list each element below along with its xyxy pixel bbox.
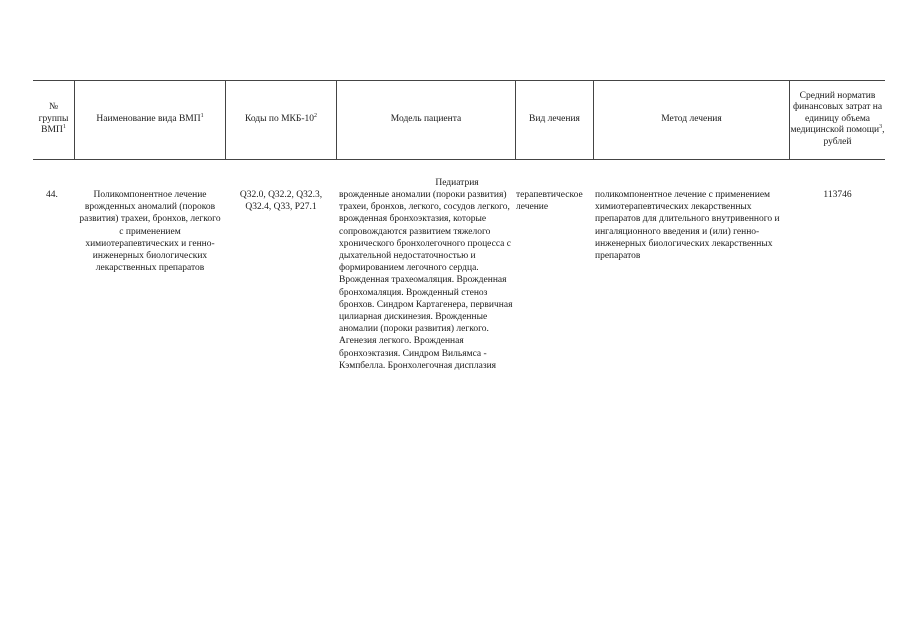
cell-icd-codes: Q32.0, Q32.2, Q32.3, Q32.4, Q33, P27.1 xyxy=(239,190,323,213)
cell-treatment-type: терапевтическое лечение xyxy=(516,190,583,213)
section-heading: Педиатрия xyxy=(435,178,479,188)
header-vmp-name: Наименование вида ВМП$^1$ xyxy=(96,112,204,124)
header-group-number: № группы ВМП$^1$ xyxy=(38,102,69,136)
header-treatment-method: Метод лечения xyxy=(661,113,722,124)
cell-treatment-method: поликомпонентное лечение с применением химиотерапевтических лекарственных препаратов для длительного внутривенного и ингаляционного введения и (или) генно-инженерных биологических лекарственных препаратов xyxy=(595,190,780,262)
cell-patient-model: врожденные аномалии (пороки развития) трахеи, бронхов, легкого, сосудов легкого, врожденная бронхоэктазия, которые сопровождаются развитием тяжелого хронического бронхолегочного процесса с дыхательной недостаточностью и формированием легочного сердца. Врожденная трахеомаляция. Врожденная бронхомаляция. Врожденный стеноз бронхов. Синдром Картагенера, первичная цилиарная дискинезия. Врожденные аномалии (пороки развития) легкого. Агенезия легкого. Врожденная бронхоэктазия. Синдром Вильямса - Кэмпбелла. Бронхолегочная дисплазия xyxy=(339,190,513,371)
header-cost-standard: Средний норматив финансовых затрат на единицу объема медицинской помощи$^3$, рублей xyxy=(790,90,885,147)
cell-group-number: 44. xyxy=(46,190,58,200)
cell-cost-value: 113746 xyxy=(823,190,852,200)
header-bottom-rule xyxy=(33,159,885,160)
cell-vmp-name: Поликомпонентное лечение врожденных аномалий (пороков развития) трахеи, бронхов, легкого с применением химиотерапевтических и генно-инженерных биологических лекарственных препаратов xyxy=(79,190,221,274)
header-treatment-type: Вид лечения xyxy=(529,113,580,124)
header-patient-model: Модель пациента xyxy=(390,113,462,124)
header-icd-codes: Коды по МКБ-$10^2$ xyxy=(244,112,318,124)
